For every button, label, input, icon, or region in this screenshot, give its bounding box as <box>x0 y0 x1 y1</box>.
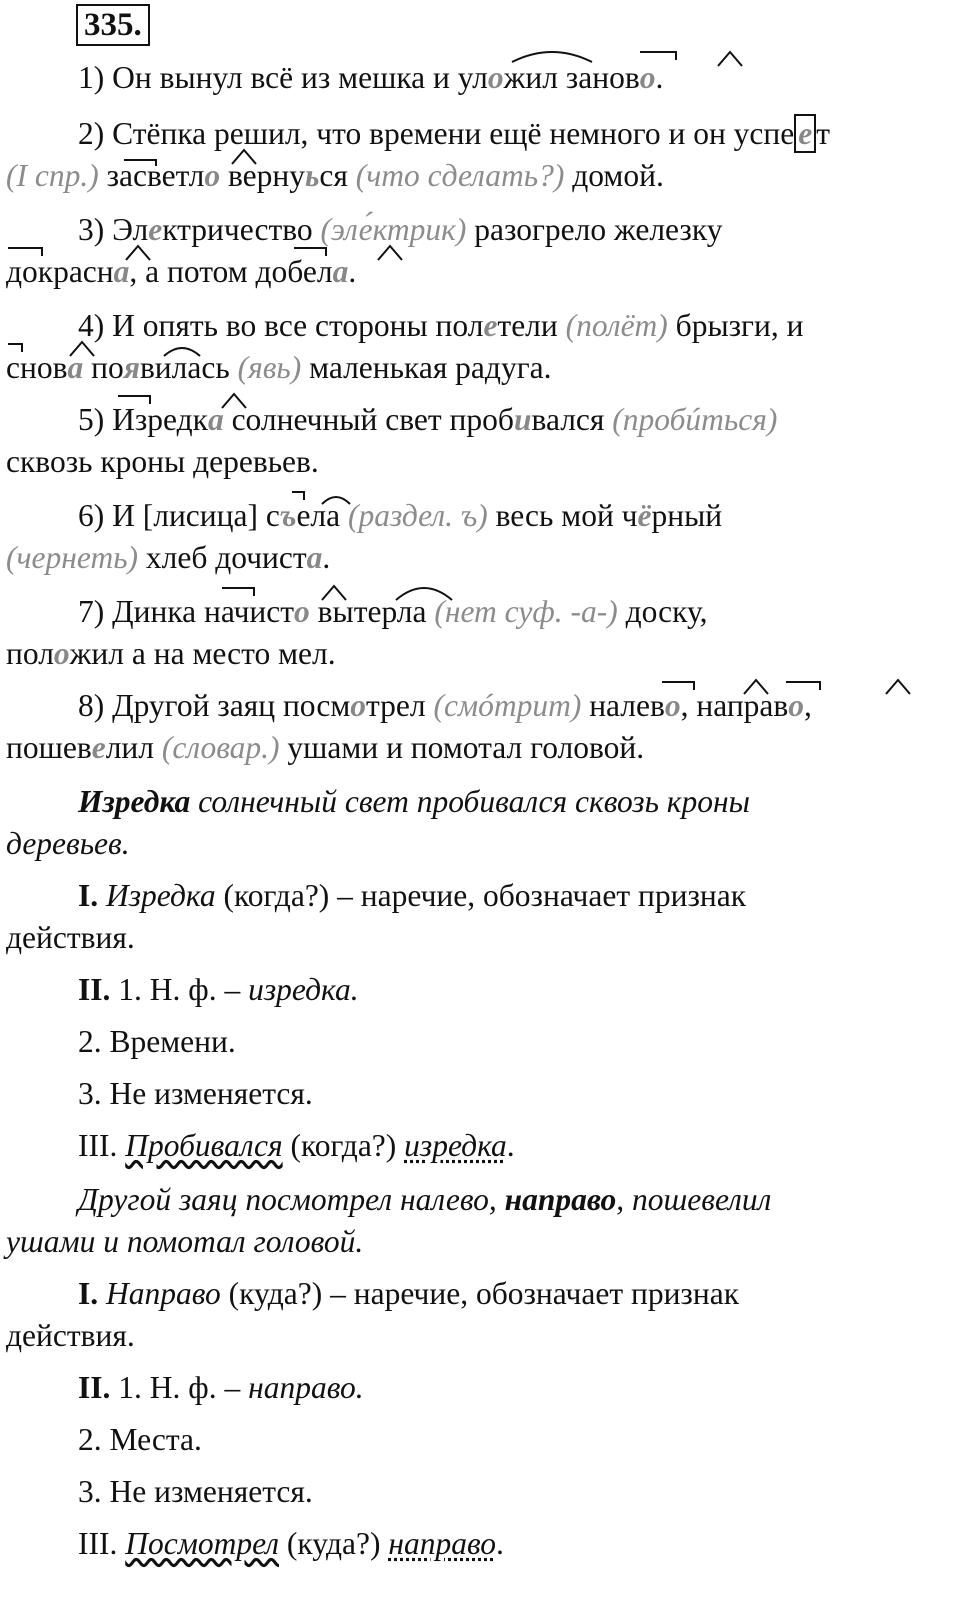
sentence-4-line-2: снова появилась (явь) маленькая радуга. <box>6 350 552 385</box>
sentence-2-line-2: (I спр.) засветло вернуься (что сделать?) домой. <box>6 158 664 193</box>
sentence-7-line-1: 7) Динка начисто вытерла (нет суф. -а-) доску, <box>78 594 708 629</box>
analysis-1-part-1-line-1: I. Изредка (когда?) – наречие, обозначает признак <box>78 878 747 913</box>
exercise-number: 335. <box>76 4 150 46</box>
sentence-5-line-2: сквозь кроны деревьев. <box>6 444 319 479</box>
sentence-1: 1) Он вынул всё из мешка и уложил заново. <box>78 60 664 95</box>
sentence-8-line-1: 8) Другой заяц посмотрел (смóтрит) налево, направо, <box>78 688 812 723</box>
analysis-1-part-2-item-1: II. 1. Н. ф. – изредка. <box>78 972 359 1007</box>
analysis-1-part-2-item-2: 2. Времени. <box>78 1024 236 1059</box>
analysis-2-part-3: III. Посмотрел (куда?) направо. <box>78 1526 504 1561</box>
analysis-2-part-2-item-1: II. 1. Н. ф. – направо. <box>78 1370 364 1405</box>
sentence-3-line-1: 3) Электричество (эле́ктрик) разогрело железку <box>78 212 723 247</box>
analysis-2-part-1-line-2: действия. <box>6 1318 135 1353</box>
analysis-2-part-1-line-1: I. Направо (куда?) – наречие, обозначает признак <box>78 1276 740 1311</box>
sentence-8-line-2: пошевелил (словар.) ушами и помотал головой. <box>6 730 645 765</box>
analysis-2-part-2-item-2: 2. Места. <box>78 1422 202 1457</box>
analysis-1-part-3: III. Пробивался (когда?) изредка. <box>78 1128 515 1163</box>
sentence-2-line-1: 2) Стёпка решил, что времени ещё немного и он успе е т <box>78 116 831 151</box>
analysis-2-sentence-line-2: ушами и помотал головой. <box>6 1224 364 1259</box>
sentence-6-line-1: 6) И [лисица] съела (раздел. ъ) весь мой чёрный <box>78 498 723 533</box>
sentence-4-line-1: 4) И опять во все стороны полетели (полёт) брызги, и <box>78 308 804 343</box>
sentence-7-line-2: положил а на место мел. <box>6 636 336 671</box>
analysis-1-sentence-line-1: Изредка солнечный свет пробивался сквозь кроны <box>78 784 750 819</box>
sentence-3-line-2: докрасна, а потом добела. <box>6 254 357 289</box>
analysis-1-part-2-item-3: 3. Не изменяется. <box>78 1076 313 1111</box>
sentence-6-line-2: (чернеть) хлеб дочиста. <box>6 540 331 575</box>
analysis-2-part-2-item-3: 3. Не изменяется. <box>78 1474 313 1509</box>
analysis-2-sentence-line-1: Другой заяц посмотрел налево, направо, пошевелил <box>78 1182 772 1217</box>
analysis-1-sentence-line-2: деревьев. <box>6 826 130 861</box>
sentence-5-line-1: 5) Изредка солнечный свет пробивался (пробúться) <box>78 402 778 437</box>
analysis-1-part-1-line-2: действия. <box>6 920 135 955</box>
